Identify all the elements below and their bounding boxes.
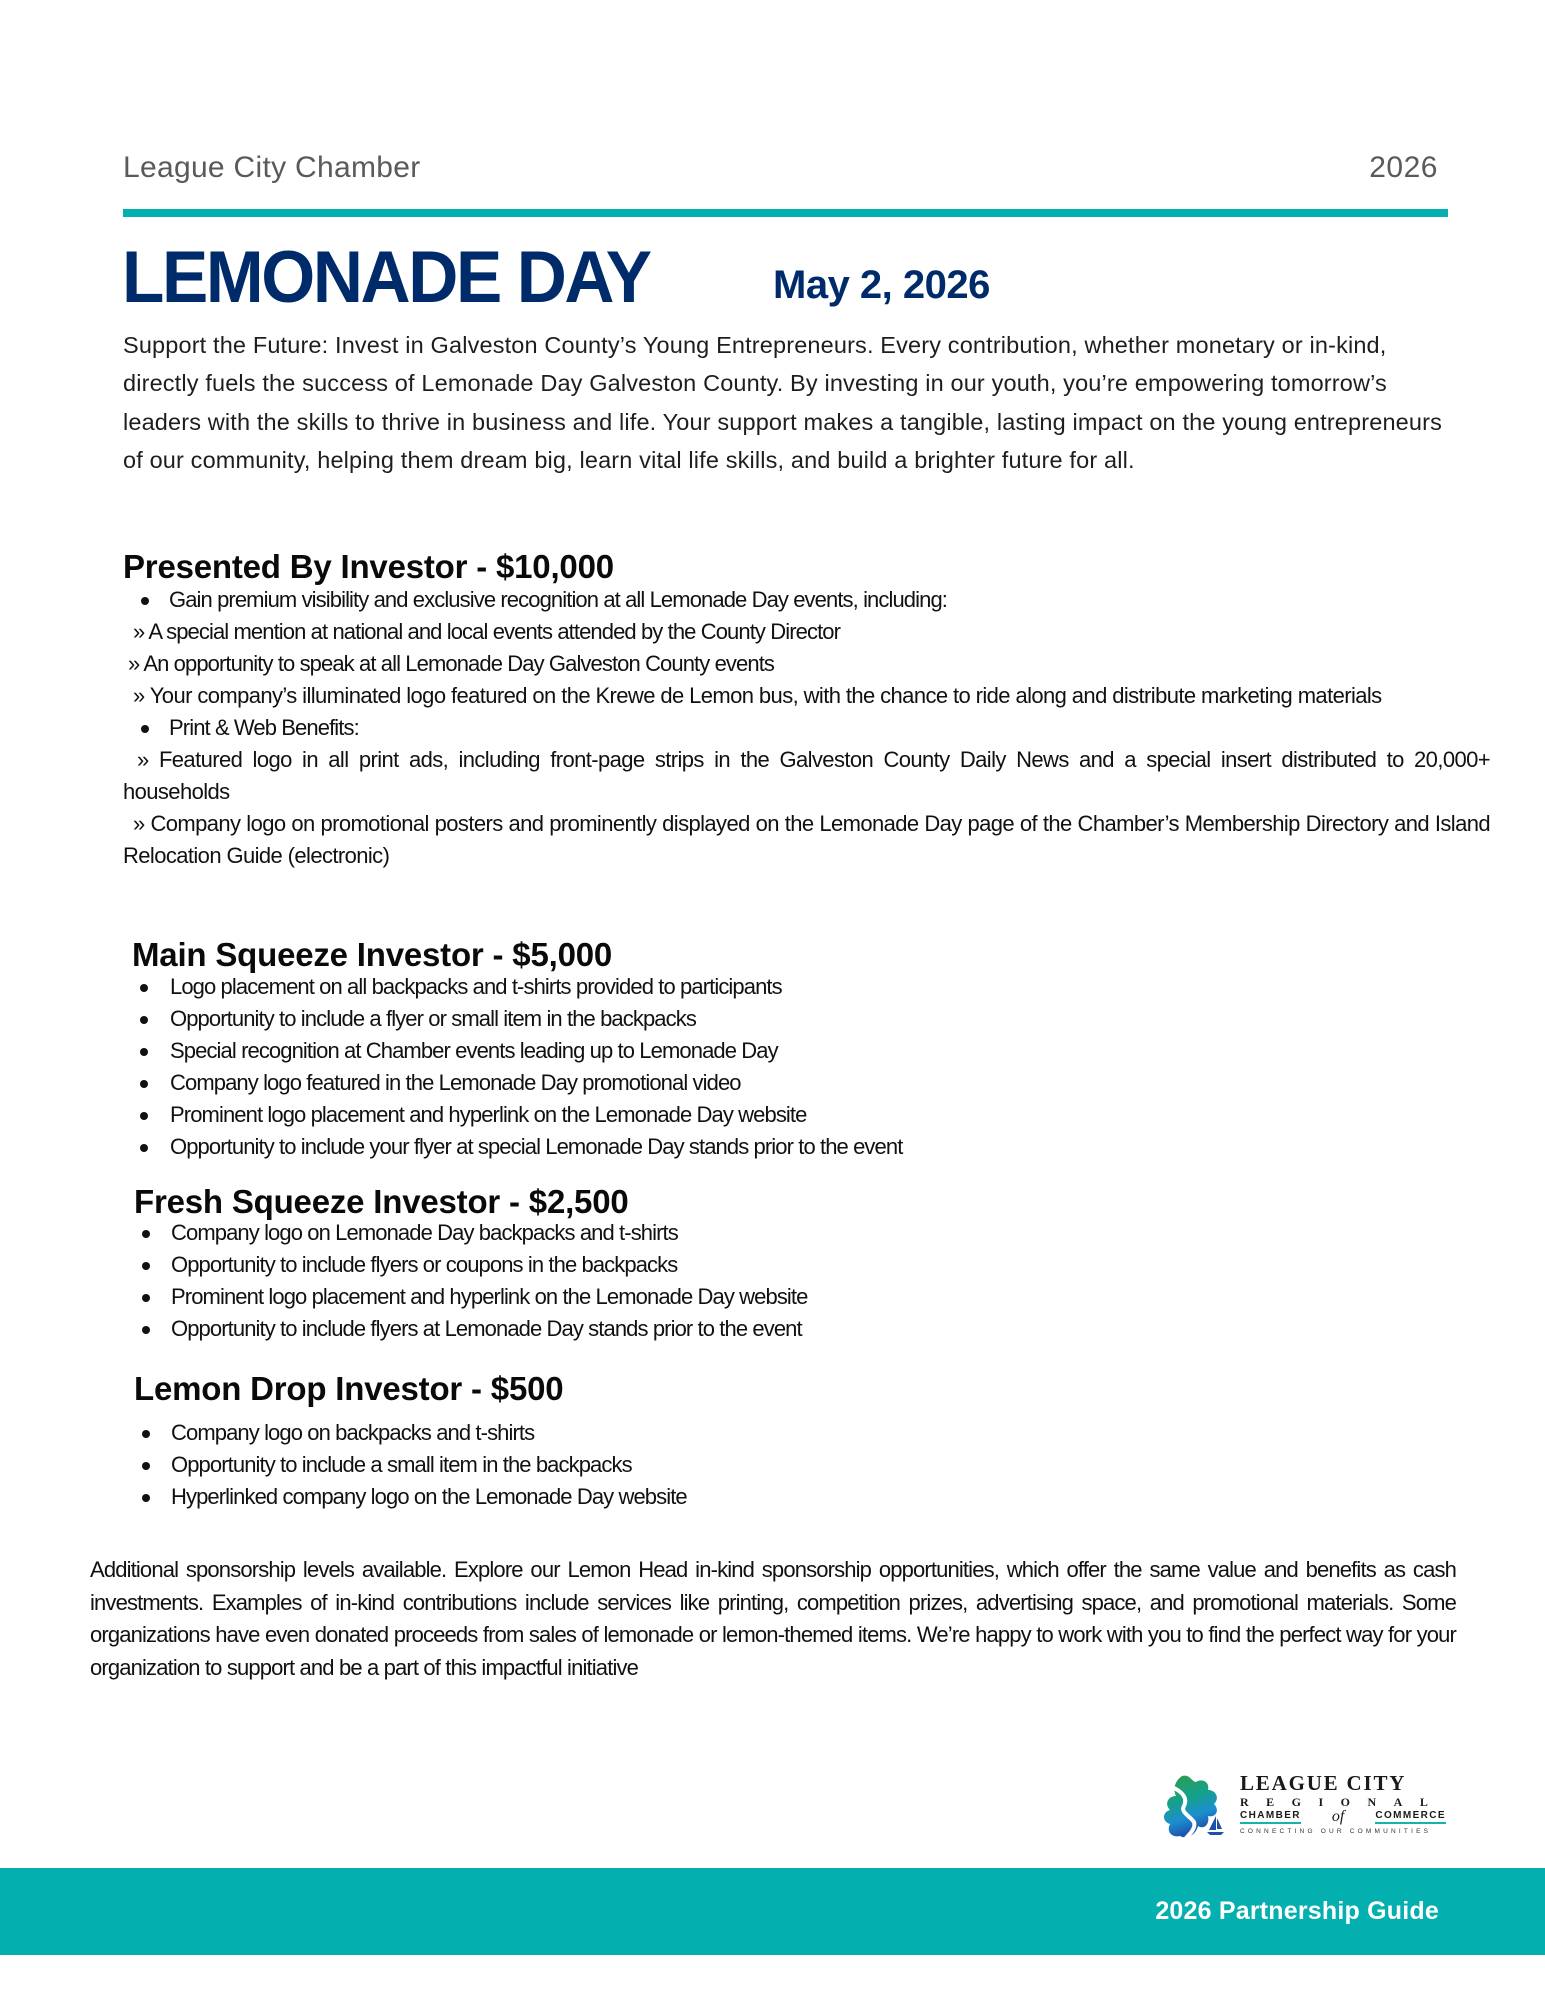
bullet-icon	[140, 1144, 148, 1152]
bullet-icon	[142, 1294, 150, 1302]
list-item: Prominent logo placement and hyperlink on the Lemonade Day website	[132, 1099, 1432, 1131]
list-subitem: » Featured logo in all print ads, including front-page strips in the Galveston County Daily News and a special insert distributed to 20,000+ households	[123, 747, 1490, 804]
oak-leaf-river-sailboat-icon	[1160, 1772, 1232, 1844]
list-item: Prominent logo placement and hyperlink on the Lemonade Day website	[134, 1281, 1434, 1313]
header-organization: League City Chamber	[123, 151, 421, 184]
tier-heading: Lemon Drop Investor - $500	[134, 1370, 564, 1407]
logo-chamber: CHAMBER	[1240, 1810, 1301, 1824]
bullet-icon	[142, 1262, 150, 1270]
logo-of: of	[1331, 1808, 1345, 1825]
list-item: Opportunity to include a small item in the backpacks	[134, 1449, 1434, 1481]
list-item: Logo placement on all backpacks and t-shirts provided to participants	[132, 971, 1432, 1003]
logo-wordmark	[1240, 1772, 1446, 1836]
logo-line-1: LEAGUE CITY	[1240, 1771, 1407, 1795]
bullet-icon	[141, 597, 149, 605]
header-divider	[123, 209, 1448, 217]
bullet-icon	[142, 1462, 150, 1470]
tier-main-squeeze	[132, 936, 1432, 1163]
event-date: May 2, 2026	[773, 263, 990, 307]
closing-paragraph: Additional sponsorship levels available. Explore our Lemon Head in-kind sponsorship opportunities, which offer the same value and benefits as cash investments. Examples of in-kind contributions include services like printing, competition prizes, advertising space, and promotional materials. Some organizations have even donated proceeds from sales of lemonade or lemon-themed items. We’re happy to work with you to find the perfect way for your organization to support and be a part of this impactful initiative	[90, 1557, 1456, 1680]
bullet-icon	[140, 1112, 148, 1120]
intro-paragraph: Support the Future: Invest in Galveston County’s Young Entrepreneurs. Every contribution, whether monetary or in-kind, directly fuels the success of Lemonade Day Galveston County. By investing in our youth, you’re empowering tomorrow’s leaders with the skills to thrive in business and life. Your support makes a tangible, lasting impact on the young entrepreneurs of our community, helping them dream big, learn vital life skills, and build a brighter future for all.	[123, 332, 1442, 474]
list-item: Opportunity to include flyers at Lemonade Day stands prior to the event	[134, 1313, 1434, 1345]
bullet-icon	[142, 1430, 150, 1438]
chamber-logo	[1160, 1772, 1450, 1844]
tier-heading: Main Squeeze Investor - $5,000	[132, 936, 613, 973]
page-title: LEMONADE DAY	[122, 237, 650, 318]
bullet-icon	[140, 1016, 148, 1024]
list-item: Opportunity to include your flyer at special Lemonade Day stands prior to the event	[132, 1131, 1432, 1163]
tier-fresh-squeeze	[134, 1183, 1434, 1345]
logo-line-2: REGIONAL	[1240, 1795, 1446, 1809]
tier-lemon-drop	[134, 1370, 1434, 1513]
logo-tagline: CONNECTING OUR COMMUNITIES	[1240, 1828, 1432, 1835]
bullet-icon	[140, 984, 148, 992]
header-year: 2026	[1369, 151, 1438, 184]
tier-heading: Fresh Squeeze Investor - $2,500	[134, 1183, 629, 1220]
list-item: Print & Web Benefits:	[123, 712, 1490, 744]
bullet-icon	[140, 1080, 148, 1088]
list-subitem: » Company logo on promotional posters and prominently displayed on the Lemonade Day page of the Chamber’s Membership Directory and Island Relocation Guide (electronic)	[123, 811, 1490, 868]
bullet-icon	[142, 1326, 150, 1334]
list-item: Company logo on backpacks and t-shirts	[134, 1417, 1434, 1449]
list-item: Opportunity to include a flyer or small item in the backpacks	[132, 1003, 1432, 1035]
list-item: Gain premium visibility and exclusive recognition at all Lemonade Day events, including:	[123, 584, 1490, 616]
list-subitem: » A special mention at national and local events attended by the County Director	[133, 619, 841, 644]
tier-heading: Presented By Investor - $10,000	[123, 548, 614, 585]
bullet-icon	[140, 1048, 148, 1056]
tier-presented-by	[123, 548, 1490, 872]
logo-line-3	[1240, 1809, 1446, 1824]
bullet-icon	[142, 1230, 150, 1238]
list-subitem: » An opportunity to speak at all Lemonade Day Galveston County events	[128, 651, 775, 676]
logo-commerce: COMMERCE	[1375, 1810, 1446, 1824]
bullet-icon	[141, 725, 149, 733]
list-item: Special recognition at Chamber events leading up to Lemonade Day	[132, 1035, 1432, 1067]
list-item: Hyperlinked company logo on the Lemonade Day website	[134, 1481, 1434, 1513]
footer-band	[0, 1868, 1545, 1955]
list-item: Opportunity to include flyers or coupons in the backpacks	[134, 1249, 1434, 1281]
footer-label: 2026 Partnership Guide	[1155, 1897, 1439, 1925]
list-subitem: » Your company’s illuminated logo featured on the Krewe de Lemon bus, with the chance to ride along and distribute marketing materials	[133, 683, 1382, 708]
bullet-icon	[142, 1494, 150, 1502]
list-item: Company logo featured in the Lemonade Day promotional video	[132, 1067, 1432, 1099]
list-item: Company logo on Lemonade Day backpacks and t-shirts	[134, 1217, 1434, 1249]
